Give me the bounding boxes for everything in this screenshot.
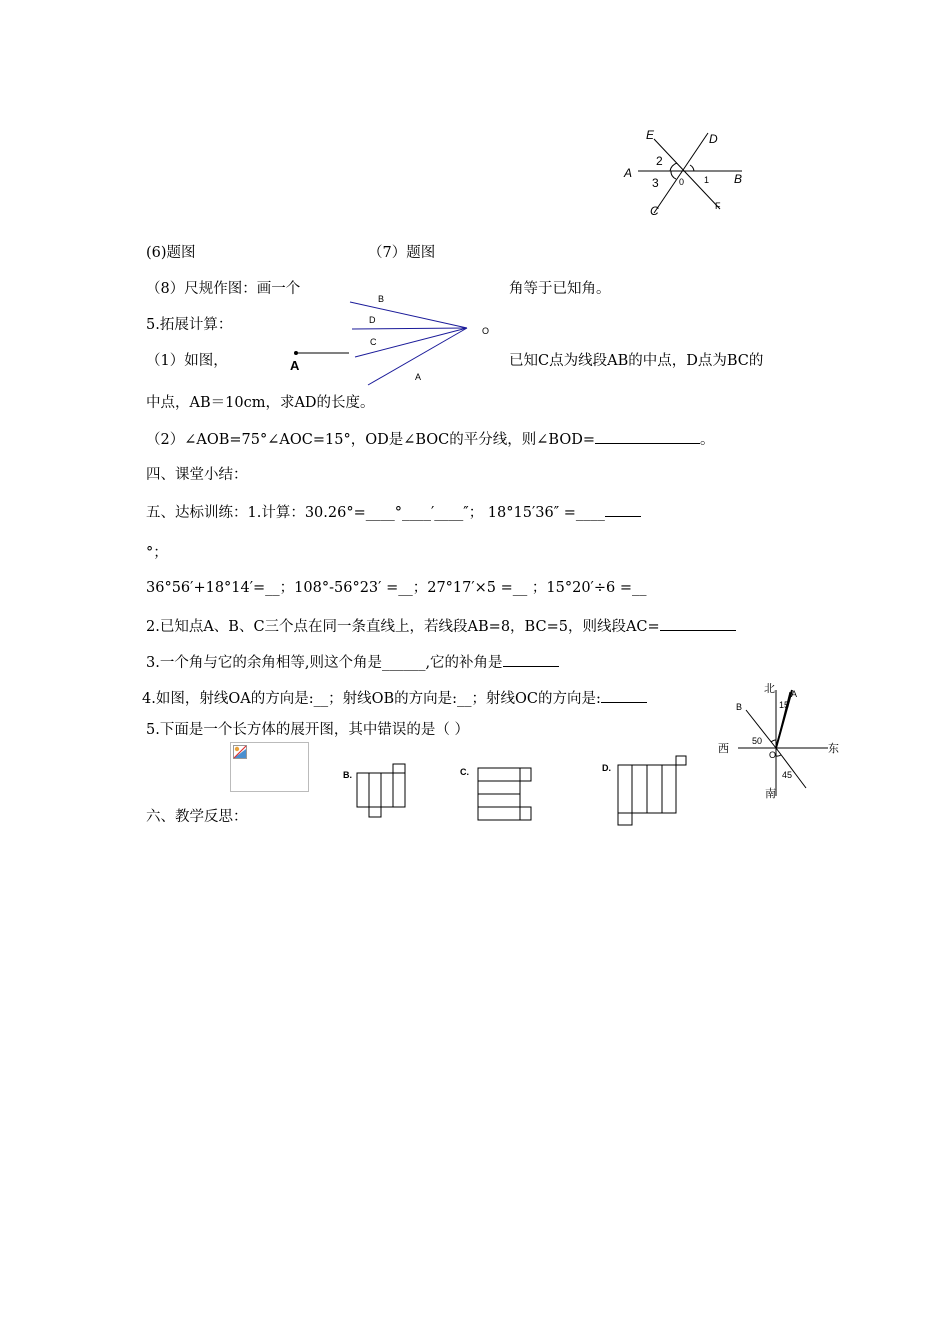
answer-blank-ac[interactable] xyxy=(660,616,736,631)
q5-1-left: （1）如图， xyxy=(146,353,228,369)
net-label-d: D. xyxy=(602,763,611,773)
answer-blank-bod[interactable] xyxy=(595,429,700,444)
q4-text: 4.如图，射线OA的方向是:__；射线OB的方向是:__；射线OC的方向是: xyxy=(142,688,647,708)
ray-label-A: A xyxy=(415,372,422,382)
section-5-title: 5.拓展计算： xyxy=(146,317,233,333)
ray-label-D: D xyxy=(369,315,376,325)
compass-label-A: A xyxy=(791,689,798,699)
compass-angle-15: 15 xyxy=(779,700,790,710)
label-3: 3 xyxy=(652,176,659,190)
ray-label-O: O xyxy=(482,326,490,336)
q8-right-text: 角等于已知角。 xyxy=(509,281,611,297)
label-F: F xyxy=(715,201,721,211)
segment-figure xyxy=(287,345,352,373)
section-6: 六、教学反思： xyxy=(146,809,248,825)
fig7-caption: （7）题图 xyxy=(368,245,436,261)
angle-rays-figure xyxy=(345,288,505,393)
ray-label-C: C xyxy=(370,337,377,347)
ray-label-B: B xyxy=(378,294,385,304)
net-option-d xyxy=(600,755,695,830)
q3-text: 3.一个角与它的余角相等,则这个角是______,它的补角是 xyxy=(146,652,559,672)
label-A: A xyxy=(624,166,633,180)
q2-text: 2.已知点A、B、C三个点在同一条直线上，若线段AB=8，BC=5，则线段AC= xyxy=(146,616,736,636)
compass-south: 南 xyxy=(765,788,776,800)
compass-east: 东 xyxy=(828,743,839,755)
compass-label-O: O xyxy=(769,750,777,760)
label-D: D xyxy=(709,132,718,146)
intersecting-lines-figure xyxy=(620,125,755,220)
answer-blank-oc[interactable] xyxy=(601,688,647,703)
label-E: E xyxy=(646,128,655,142)
label-2: 2 xyxy=(656,154,663,168)
label-O: 0 xyxy=(679,177,685,187)
q5-1-continued: 中点，AB＝10cm，求AD的长度。 xyxy=(146,395,375,411)
broken-image-placeholder xyxy=(230,742,309,792)
answer-blank-supplement[interactable] xyxy=(503,652,559,667)
net-label-b: B. xyxy=(343,770,352,780)
compass-angle-50: 50 xyxy=(752,736,763,746)
compass-label-B: B xyxy=(736,702,743,712)
segment-label-A: A xyxy=(290,358,300,373)
compass-figure xyxy=(716,676,851,801)
label-C: C xyxy=(650,204,659,218)
fig6-caption: (6)题图 xyxy=(146,245,196,261)
label-1: 1 xyxy=(704,175,710,185)
calc-line: 36°56′+18°14′=__；108°-56°23′ =__；27°17′×5 =__ ；15°20′÷6 =__ xyxy=(146,580,647,596)
q8-left-text: （8）尺规作图：画一个 xyxy=(146,281,301,297)
net-option-c xyxy=(458,763,538,823)
net-label-c: C. xyxy=(460,767,469,777)
degree-line: °； xyxy=(146,545,168,561)
label-B: B xyxy=(734,172,743,186)
q5-2-text: （2）∠AOB=75°∠AOC=15°，OD是∠BOC的平分线，则∠BOD= 。 xyxy=(146,429,715,449)
section-5-heading: 五、达标训练：1.计算：30.26°=____°____′____″； 18°15′36″ =____ xyxy=(146,502,641,522)
answer-blank-deg[interactable] xyxy=(605,502,641,517)
compass-west: 西 xyxy=(718,743,729,755)
section-4: 四、课堂小结： xyxy=(146,467,248,483)
q5-text: 5.下面是一个长方体的展开图，其中错误的是（ ） xyxy=(146,722,469,738)
compass-north: 北 xyxy=(764,683,775,695)
compass-angle-45: 45 xyxy=(782,770,793,780)
net-option-b xyxy=(340,763,415,823)
broken-image-icon xyxy=(233,745,247,759)
q5-1-right: 已知C点为线段AB的中点，D点为BC的 xyxy=(509,353,764,369)
